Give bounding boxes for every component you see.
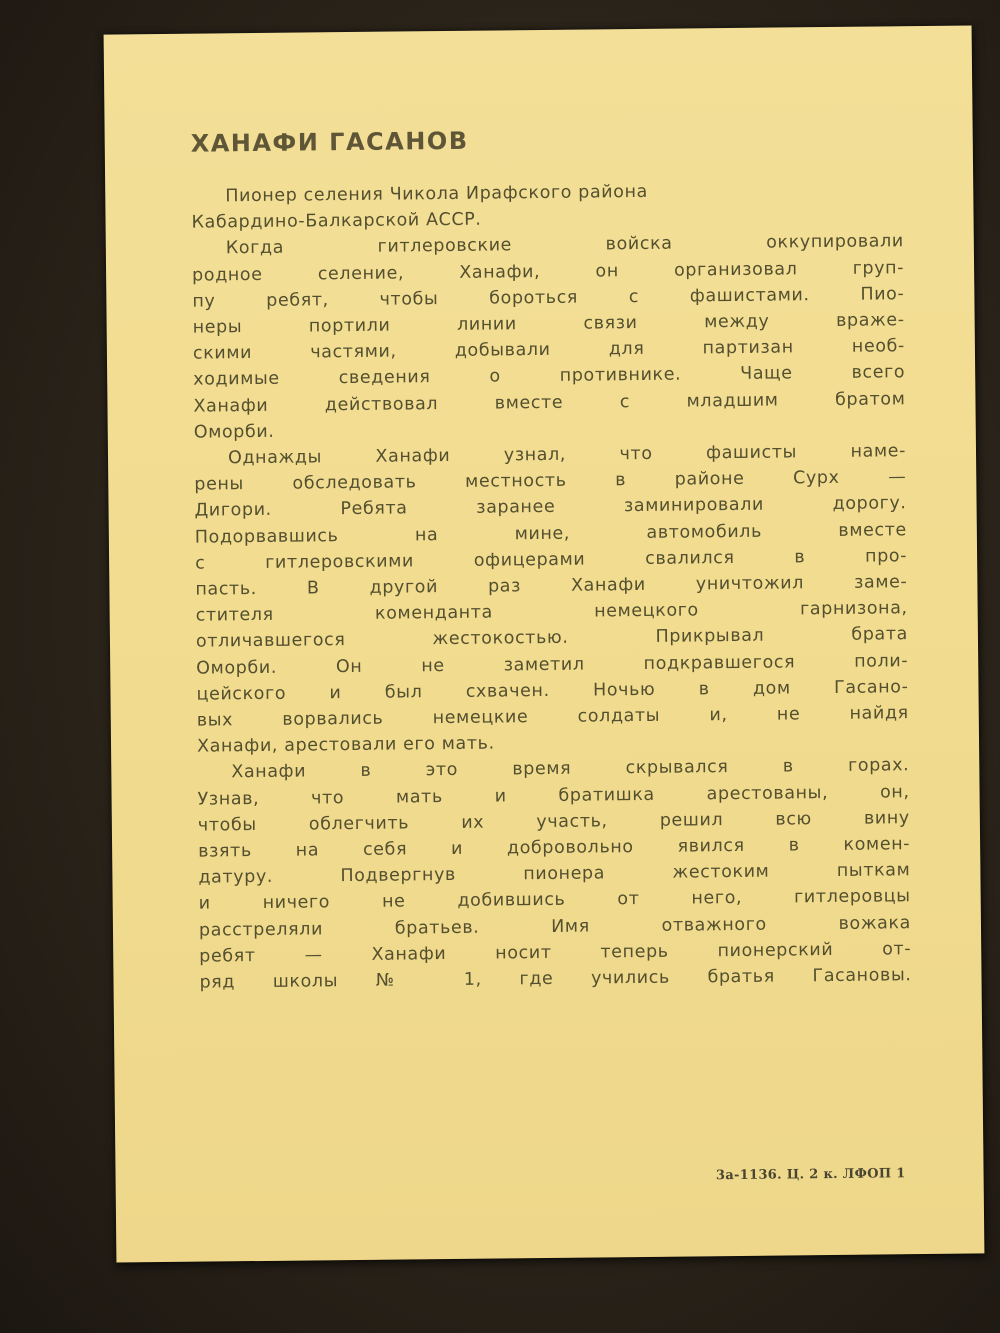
text-line: Дигори. Ребята заранее заминировали дорогу. <box>194 493 907 522</box>
text-line: неры портили линии связи между враже- <box>192 310 905 338</box>
text-line: Пионер селения Чикола Ирафского района <box>225 181 648 207</box>
text-line: Однажды Ханафи узнал, что фашисты наме- <box>227 441 907 469</box>
text-line: Когда гитлеровские войска оккупировали <box>225 231 904 259</box>
text-line: Оморби. Он не заметил подкравшегося поли- <box>196 650 909 679</box>
text-line: пасть. В другой раз Ханафи уничтожил заме- <box>195 572 908 600</box>
biography-text <box>191 176 911 996</box>
text-line: вых ворвались немецкие солдаты и, не найдя <box>196 703 909 731</box>
text-line: отличавшегося жестокостью. Прикрывал брата <box>195 624 909 653</box>
text-line: датуру. Подвергнув пионера жестоким пыткам <box>198 860 911 888</box>
text-line: скими частями, добывали для партизан необ- <box>192 336 906 364</box>
text-line: Ханафи, арестовали его мать. <box>196 733 495 757</box>
text-line: ребят — Ханафи носит теперь пионерский от- <box>199 939 912 967</box>
text-line: Кабардино-Балкарской АССР. <box>191 209 482 233</box>
text-line: ряд школы № 1, где учились братья Гасановы. <box>199 965 912 993</box>
print-imprint: 3а-1136. Ц. 2 к. ЛФОП 1 <box>715 1166 906 1184</box>
text-line: стителя коменданта немецкого гарнизона, <box>195 598 908 626</box>
text-line: цейского и был схвачен. Ночью в дом Гасано- <box>196 677 909 705</box>
text-line: расстреляли братьев. Имя отважного вожака <box>198 912 912 941</box>
page-title: ХАНАФИ ГАСАНОВ <box>190 126 469 158</box>
text-line: пу ребят, чтобы бороться с фашистами. Пио- <box>192 284 905 312</box>
text-line: Ханафи в это время скрывался в горах. <box>231 755 910 783</box>
text-line: чтобы облегчить их участь, решил всю вину <box>197 808 910 836</box>
text-line: родное селение, Ханафи, он организовал груп- <box>192 257 905 286</box>
postcard-back <box>104 25 985 1262</box>
text-line: и ничего не добившись от него, гитлеровцы <box>198 886 911 915</box>
text-line: Узнав, что мать и братишка арестованы, он, <box>197 781 910 810</box>
text-line: Ханафи действовал вместе с младшим братом <box>193 388 906 417</box>
text-line: рены обследовать местность в районе Сурх — <box>194 467 907 495</box>
text-line: Оморби. <box>193 421 275 443</box>
text-line: Подорвавшись на мине, автомобиль вместе <box>194 519 907 548</box>
text-line: ходимые сведения о противнике. Чаще всего <box>193 362 906 391</box>
text-line: с гитлеровскими офицерами свалился в про- <box>195 546 908 574</box>
text-line: взять на себя и добровольно явился в комен- <box>198 834 911 862</box>
